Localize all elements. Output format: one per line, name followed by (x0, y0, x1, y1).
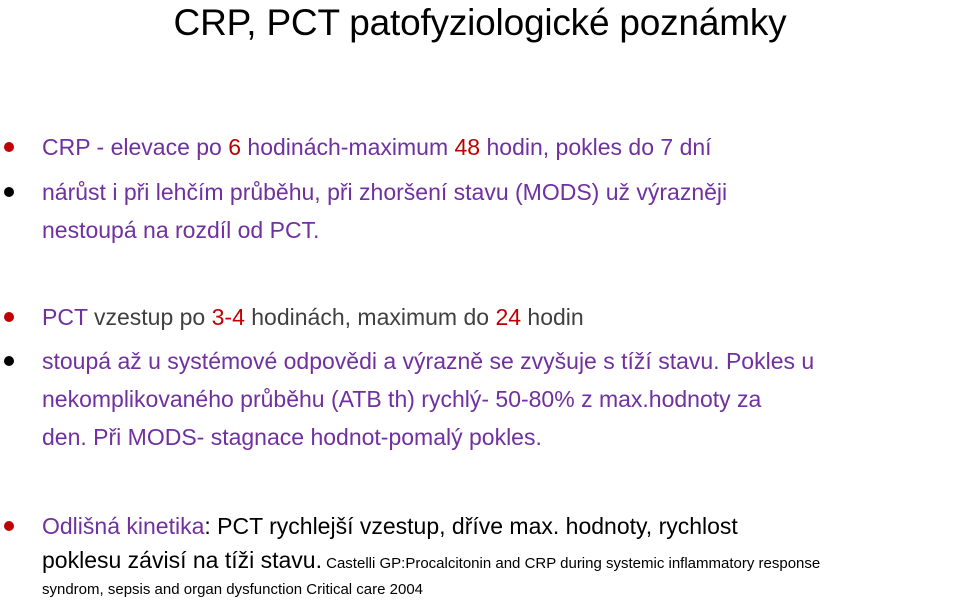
text-segment: : PCT rychlejší vzestup, dříve max. hodnoty, rychlost (204, 513, 738, 539)
text-segment: hodinách, maximum do (244, 304, 496, 330)
bullet-dot (4, 521, 14, 531)
page-title: CRP, PCT patofyziologické poznámky (173, 2, 787, 43)
text-line: nestoupá na rozdíl od PCT. (42, 217, 320, 243)
text-segment: hodinách-maximum (241, 134, 455, 160)
bullet-text (42, 342, 960, 456)
text-value-24: 24 (495, 304, 522, 330)
text-different-kinetics: Odlišná kinetika (42, 513, 205, 539)
text-crp: CRP (42, 134, 91, 160)
text-segment: hodin (521, 304, 584, 330)
text-line: stoupá až u systémové odpovědi a výrazně se zvyšuje s tíží stavu. Pokles u (42, 348, 815, 374)
bullet-dot (4, 356, 14, 366)
bullet-text (42, 173, 960, 249)
text-line (42, 507, 960, 545)
text-line: den. Při MODS- stagnace hodnot-pomalý pokles. (42, 424, 542, 450)
text-line: nekomplikovaného průběhu (ATB th) rychlý- 50-80% z max.hodnoty za (42, 386, 762, 412)
bullet-dot (4, 187, 14, 197)
bullet-text (42, 507, 960, 601)
text-segment: poklesu závisí na tíži stavu. (42, 547, 322, 573)
text-line: nárůst i při lehčím průběhu, při zhoršení stavu (MODS) už výrazněji (42, 179, 728, 205)
text-segment: vzestup po (87, 304, 212, 330)
citation: syndrom, sepsis and organ dysfunction Critical care 2004 (42, 581, 424, 598)
text-segment: hodin, pokles do 7 dní (480, 134, 712, 160)
text-line (42, 545, 960, 579)
bullet-dot (4, 312, 14, 322)
text-value-48: 48 (454, 134, 481, 160)
text-segment: - elevace po (90, 134, 229, 160)
citation: Castelli GP:Procalcitonin and CRP during systemic inflammatory response (321, 555, 821, 572)
bullet-dot (4, 142, 14, 152)
text-pct: PCT (42, 304, 88, 330)
bullet-text (42, 298, 960, 336)
text-value-3-4: 3-4 (211, 304, 245, 330)
text-value-6: 6 (228, 134, 242, 160)
bullet-text (42, 128, 960, 166)
